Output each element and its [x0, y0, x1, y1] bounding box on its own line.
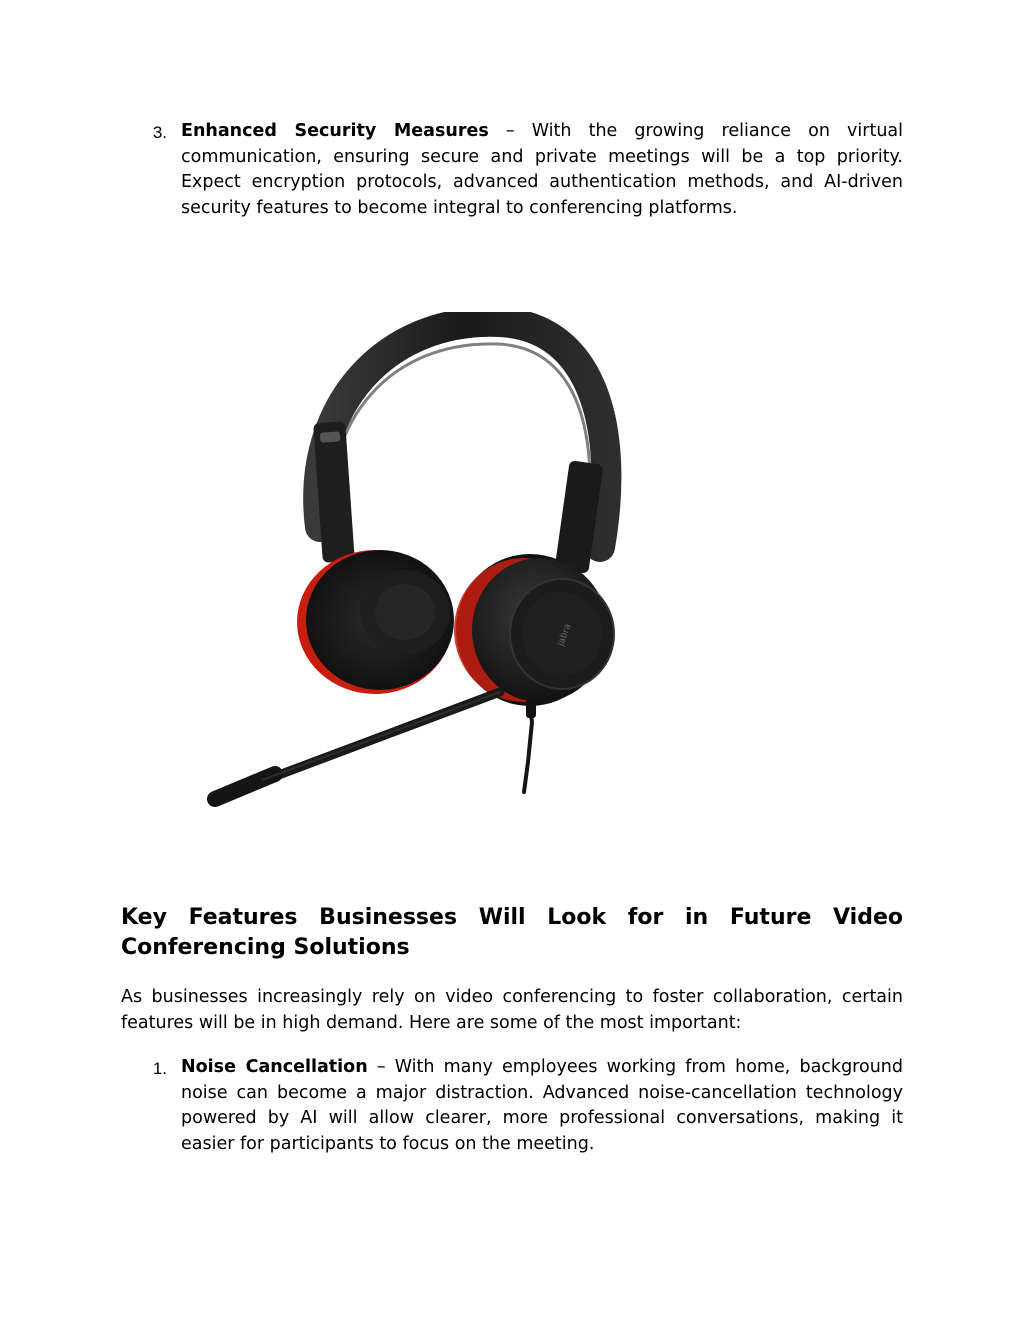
- list-number: 3.: [152, 123, 167, 142]
- section-heading-line-2: Conferencing Solutions: [121, 935, 410, 960]
- list-item-noise-cancellation: [121, 1055, 903, 1157]
- section-heading: [121, 903, 903, 963]
- list-item-title: Enhanced Security Measures: [181, 121, 489, 141]
- list-item-enhanced-security: [121, 119, 903, 221]
- list-item-body: [181, 119, 903, 221]
- svg-text:jabra: jabra: [556, 622, 574, 648]
- section-heading-line-1: Key Features Businesses Will Look for in Future Video: [121, 905, 903, 930]
- list-item-body: [181, 1055, 903, 1157]
- headset-image: [200, 312, 650, 827]
- headset-icon: [200, 312, 650, 827]
- list-item-title: Noise Cancellation: [181, 1057, 368, 1077]
- list-item-text: – With the growing reliance on virtual communication, ensuring secure and private meetings will be a top priority. Expect encryption protocols, advanced authentication methods, and AI-driven security features to become integral to conferencing platforms.: [181, 121, 903, 218]
- intro-paragraph: As businesses increasingly rely on video conferencing to foster collaboration, certain features will be in high demand. Here are some of the most important:: [121, 987, 903, 1033]
- list-item-text: – With many employees working from home, background noise can become a major distraction. Advanced noise-cancellation technology powered by AI will allow clearer, more professional conversations, making it easier for participants to focus on the meeting.: [181, 1057, 903, 1154]
- list-number: 1.: [152, 1059, 167, 1078]
